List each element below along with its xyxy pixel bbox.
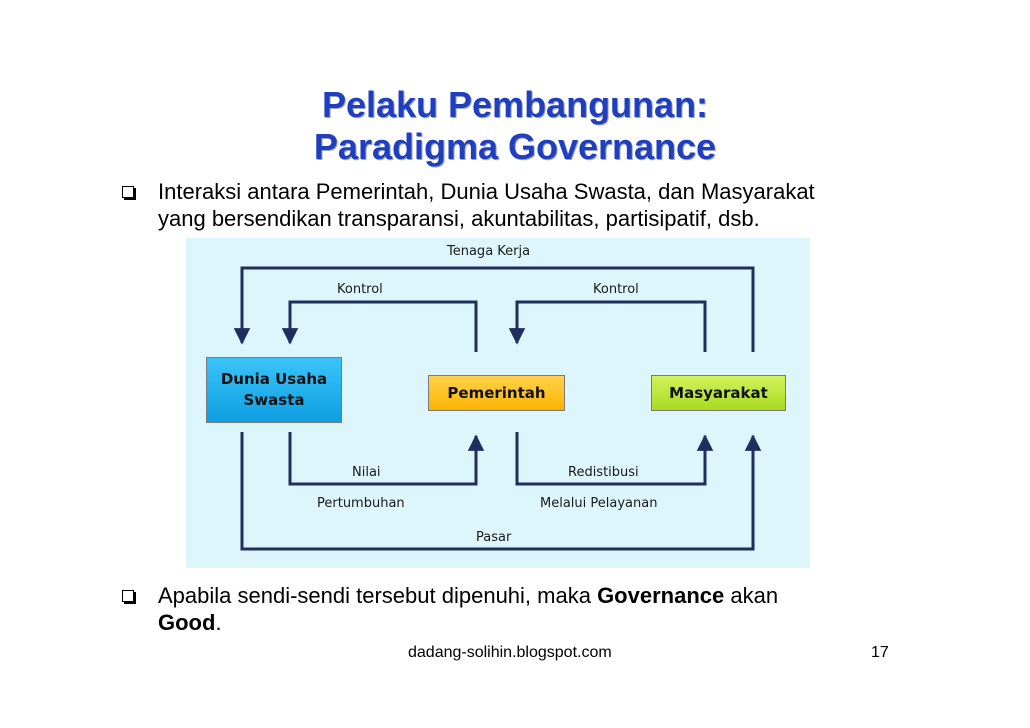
bullet-governance-bold: Governance (597, 583, 725, 608)
arrow-tenaga-kerja (242, 268, 753, 352)
label-melalui-pelayanan: Melalui Pelayanan (540, 496, 658, 511)
bullet-interaksi-line-2: yang bersendikan transparansi, akuntabilitas, partisipatif, dsb. (158, 206, 760, 231)
label-kontrol-left: Kontrol (337, 282, 383, 297)
bullet-governance-line-2 (158, 609, 222, 636)
slide-title-line-2: Paradigma Governance (313, 126, 717, 167)
bullet-good-bold: Good (158, 610, 216, 635)
node-pemerintah: Pemerintah (428, 375, 565, 411)
node-dunia-usaha-line-1: Dunia Usaha (220, 370, 328, 388)
node-dunia-usaha-swasta (206, 357, 342, 423)
label-pertumbuhan: Pertumbuhan (317, 496, 405, 511)
bullet-governance-line-1 (158, 582, 778, 609)
label-pasar: Pasar (476, 530, 512, 545)
bullet-governance-end: akan (724, 583, 779, 608)
slide-title-line-1: Pelaku Pembangunan: (321, 84, 709, 125)
footer-source: dadang-solihin.blogspot.com (408, 644, 612, 661)
arrow-kontrol-right (517, 302, 705, 352)
label-nilai: Nilai (352, 465, 381, 480)
checkbox-bullet-icon (122, 590, 134, 602)
label-redistibusi: Redistibusi (568, 465, 639, 480)
node-dunia-usaha-line-2: Swasta (243, 391, 305, 409)
bullet-governance (122, 582, 922, 642)
bullet-interaksi-line-1: Interaksi antara Pemerintah, Dunia Usaha Swasta, dan Masyarakat (158, 179, 815, 204)
bullet-governance-text: Apabila sendi-sendi tersebut dipenuhi, maka (158, 583, 598, 608)
bullet-good-period: . (215, 610, 222, 635)
node-masyarakat: Masyarakat (651, 375, 786, 411)
label-kontrol-right: Kontrol (593, 282, 639, 297)
arrow-nilai-pertumbuhan (290, 432, 476, 484)
label-tenaga-kerja: Tenaga Kerja (447, 244, 531, 259)
arrow-kontrol-left (290, 302, 476, 352)
page-number: 17 (871, 644, 889, 661)
